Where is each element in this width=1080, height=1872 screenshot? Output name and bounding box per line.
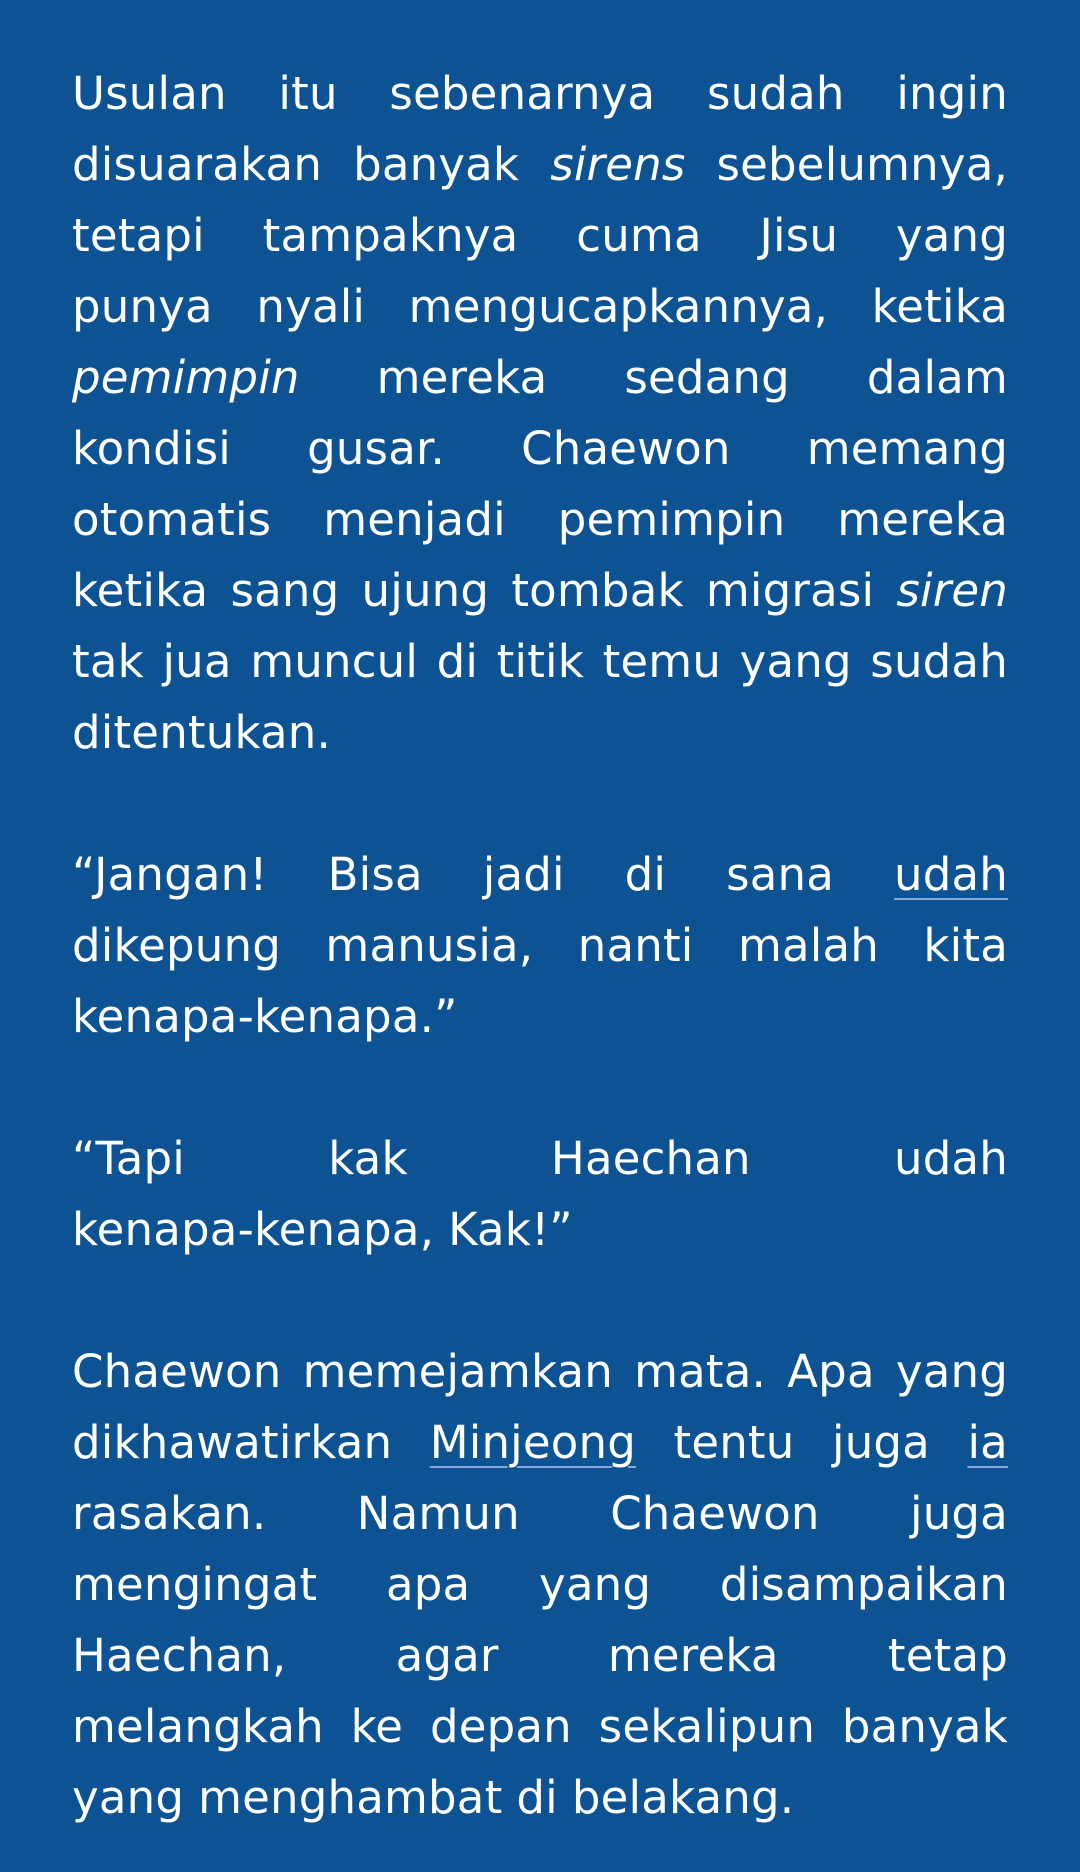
word: tak — [72, 635, 144, 688]
italic-word: pemimpin — [72, 351, 300, 404]
word: nanti — [577, 919, 694, 972]
word: malah — [737, 919, 879, 972]
word: mengucapkannya, — [408, 280, 829, 333]
text-line — [72, 1336, 1008, 1407]
text-line — [72, 271, 1008, 342]
word: depan — [429, 1700, 572, 1753]
word: menjadi — [323, 493, 506, 546]
word: juga — [832, 1416, 930, 1469]
word: jua — [162, 635, 232, 688]
word: sekalipun — [598, 1700, 816, 1753]
text-line — [72, 1620, 1008, 1691]
word: sana — [726, 848, 835, 901]
text-line — [72, 1123, 1008, 1194]
word: kenapa-kenapa.” — [72, 990, 458, 1043]
word: manusia, — [325, 919, 534, 972]
linked-word[interactable]: ia — [967, 1416, 1008, 1469]
word: banyak — [841, 1700, 1008, 1753]
word: dikepung — [72, 919, 281, 972]
word: memang — [806, 422, 1008, 475]
word: Haechan, — [72, 1629, 287, 1682]
word: Chaewon — [72, 1345, 282, 1398]
text-line — [72, 200, 1008, 271]
word: sudah — [707, 67, 845, 120]
text-line — [72, 839, 1008, 910]
word: mereka — [607, 1629, 779, 1682]
word: Chaewon — [521, 422, 731, 475]
word: di — [436, 635, 479, 688]
word: temu — [602, 635, 722, 688]
word: dikhawatirkan — [72, 1416, 393, 1469]
word: dalam — [866, 351, 1008, 404]
word: Chaewon — [610, 1487, 820, 1540]
word: mereka — [376, 351, 548, 404]
word: tetapi — [72, 209, 205, 262]
word: di — [624, 848, 667, 901]
text-line — [72, 697, 1008, 768]
italic-word: sirens — [550, 138, 686, 191]
word: gusar. — [307, 422, 446, 475]
word: belakang. — [571, 1771, 795, 1824]
story-paragraph — [72, 1336, 1008, 1833]
word: sebelumnya, — [716, 138, 1008, 191]
word: ditentukan. — [72, 706, 331, 759]
text-line — [72, 626, 1008, 697]
text-line — [72, 1407, 1008, 1478]
word: ketika — [871, 280, 1008, 333]
word: melangkah — [72, 1700, 324, 1753]
story-paragraph — [72, 58, 1008, 768]
word: punya — [72, 280, 213, 333]
word: kita — [923, 919, 1008, 972]
word: tentu — [673, 1416, 795, 1469]
word: tetap — [887, 1629, 1008, 1682]
text-line — [72, 1194, 1008, 1265]
word: banyak — [353, 138, 520, 191]
word: titik — [496, 635, 585, 688]
word: mengingat — [72, 1558, 318, 1611]
word: kondisi — [72, 422, 231, 475]
story-paragraph — [72, 1123, 1008, 1265]
word: kenapa-kenapa, — [72, 1203, 435, 1256]
word: udah — [893, 1132, 1008, 1185]
text-line — [72, 58, 1008, 129]
linked-word[interactable]: udah — [894, 848, 1008, 901]
word: mereka — [837, 493, 1008, 546]
story-paragraph — [72, 839, 1008, 1052]
word: memejamkan — [302, 1345, 613, 1398]
text-line — [72, 342, 1008, 413]
text-line — [72, 1549, 1008, 1620]
word: otomatis — [72, 493, 272, 546]
word: “Jangan! — [72, 848, 268, 901]
word: nyali — [256, 280, 366, 333]
word: muncul — [250, 635, 419, 688]
word: disuarakan — [72, 138, 323, 191]
word: tampaknya — [262, 209, 519, 262]
word: juga — [910, 1487, 1008, 1540]
word: di — [516, 1771, 558, 1824]
text-line — [72, 981, 1008, 1052]
word: ujung — [361, 564, 490, 617]
word: ketika — [72, 564, 209, 617]
word: Usulan — [72, 67, 227, 120]
word: migrasi — [705, 564, 875, 617]
word: Apa — [787, 1345, 875, 1398]
linked-word[interactable]: Minjeong — [429, 1416, 636, 1469]
word: Bisa — [327, 848, 423, 901]
word: mata. — [634, 1345, 767, 1398]
word: rasakan. — [72, 1487, 267, 1540]
text-line — [72, 1762, 1008, 1833]
text-line — [72, 1691, 1008, 1762]
text-line — [72, 1478, 1008, 1549]
word: jadi — [482, 848, 565, 901]
word: yang — [739, 635, 852, 688]
word: Jisu — [759, 209, 839, 262]
word: Namun — [356, 1487, 520, 1540]
word: itu — [278, 67, 338, 120]
word: Kak!” — [448, 1203, 573, 1256]
word: kak — [328, 1132, 408, 1185]
word: tombak — [511, 564, 684, 617]
text-line — [72, 555, 1008, 626]
word: sudah — [870, 635, 1008, 688]
word: yang — [895, 1345, 1008, 1398]
word: apa — [385, 1558, 471, 1611]
word: Haechan — [550, 1132, 751, 1185]
word: yang — [895, 209, 1008, 262]
word: cuma — [576, 209, 702, 262]
word: disampaikan — [719, 1558, 1008, 1611]
word: menghambat — [198, 1771, 503, 1824]
word: yang — [72, 1771, 185, 1824]
italic-word: siren — [896, 564, 1008, 617]
word: sang — [230, 564, 340, 617]
text-line — [72, 413, 1008, 484]
word: ke — [350, 1700, 404, 1753]
word: sedang — [624, 351, 790, 404]
word: pemimpin — [557, 493, 786, 546]
word: “Tapi — [72, 1132, 185, 1185]
word: ingin — [896, 67, 1008, 120]
word: yang — [539, 1558, 652, 1611]
word: sebenarnya — [389, 67, 656, 120]
text-line — [72, 484, 1008, 555]
text-line — [72, 910, 1008, 981]
text-line — [72, 129, 1008, 200]
word: agar — [395, 1629, 499, 1682]
